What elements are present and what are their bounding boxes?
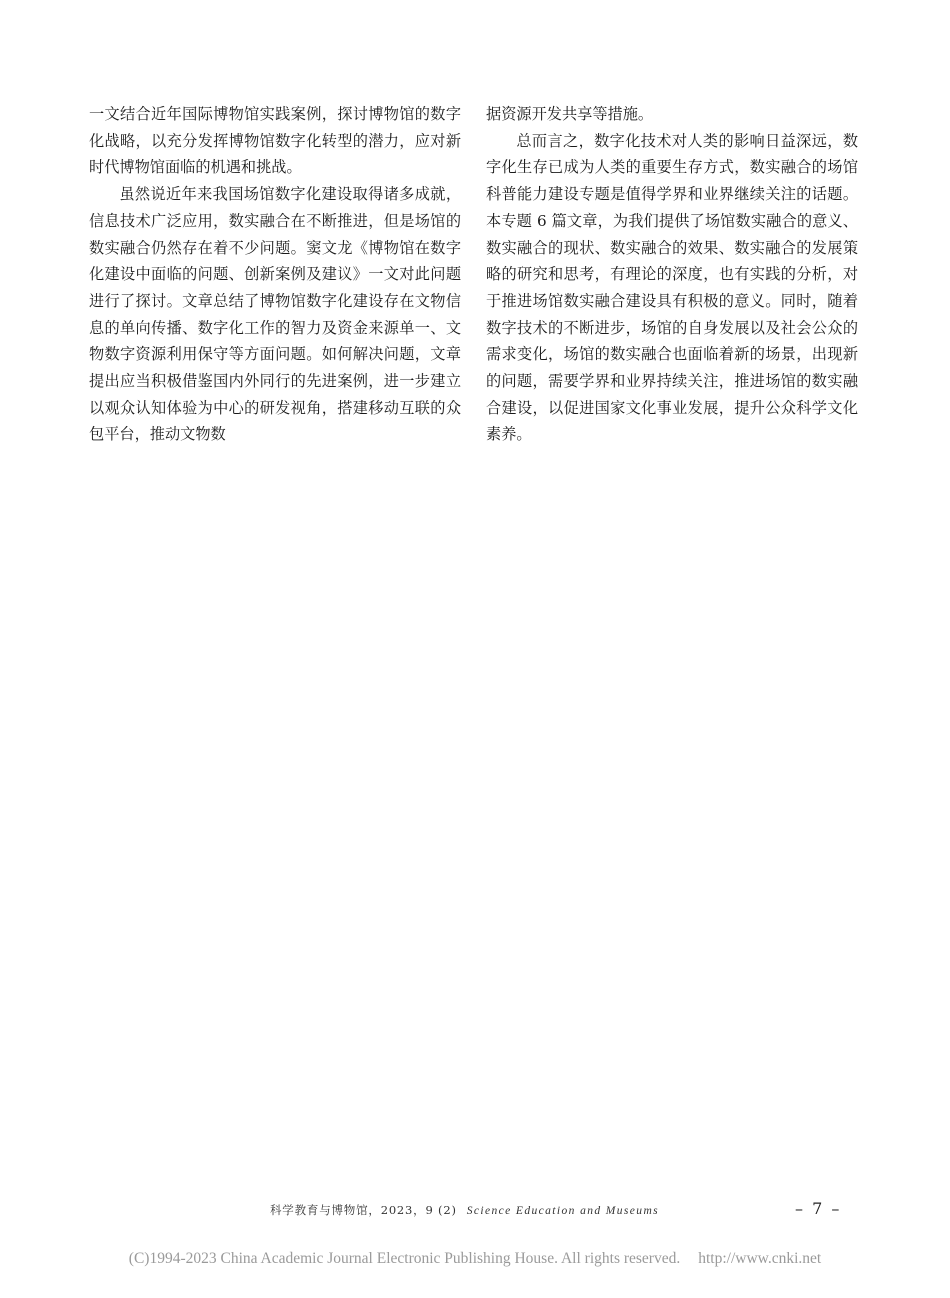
right-column [486,101,858,448]
cnki-link[interactable]: http://www.cnki.net [698,1250,822,1267]
page-number: – 7 – [795,1199,842,1218]
journal-name-en: Science Education and Museums [466,1205,660,1217]
paragraph-continuation-right: 据资源开发共享等措施。 [486,105,654,123]
copyright-line [0,1250,950,1268]
copyright-notice: (C)1994-2023 China Academic Journal Electronic Publishing House. All rights reserved. [128,1250,681,1267]
paragraph-continuation: 一文结合近年国际博物馆实践案例，探讨博物馆的数字化战略，以充分发挥博物馆数字化转型的潜力，应对新时代博物馆面临的机遇和挑战。 [89,105,461,177]
journal-name-cn: 科学教育与博物馆，2023，9 (2) [270,1203,457,1217]
paragraph-conclusion: 总而言之，数字化技术对人类的影响日益深远，数字化生存已成为人类的重要生存方式，数实融合的场馆科普能力建设专题是值得学界和业界继续关注的话题。本专题 6 篇文章，为我们提供了场馆数实融合的意义、数实融合的现状、数实融合的效果、数实融合的发展策略的研究和思考，有理论的深度，也有实践的分析，对于推进场馆数实融合建设具有积极的意义。同时，随着数字技术的不断进步，场馆的自身发展以及社会公众的需求变化，场馆的数实融合也面临着新的场景，出现新的问题，需要学界和业界持续关注，推进场馆的数实融合建设，以促进国家文化事业发展，提升公众科学文化素养。 [486,131,858,444]
paragraph-digitization-problems: 虽然说近年来我国场馆数字化建设取得诸多成就，信息技术广泛应用，数实融合在不断推进，但是场馆的数实融合仍然存在着不少问题。窦文龙《博物馆在数字化建设中面临的问题、创新案例及建议》一文对此问题进行了探讨。文章总结了博物馆数字化建设存在文物信息的单向传播、数字化工作的智力及资金来源单一、文物数字资源利用保守等方面问题。如何解决问题，文章提出应当积极借鉴国内外同行的先进案例，进一步建立以观众认知体验为中心的研发视角，搭建移动互联的众包平台，推动文物数 [89,185,461,444]
journal-footer [270,1202,690,1218]
left-column [89,101,461,448]
